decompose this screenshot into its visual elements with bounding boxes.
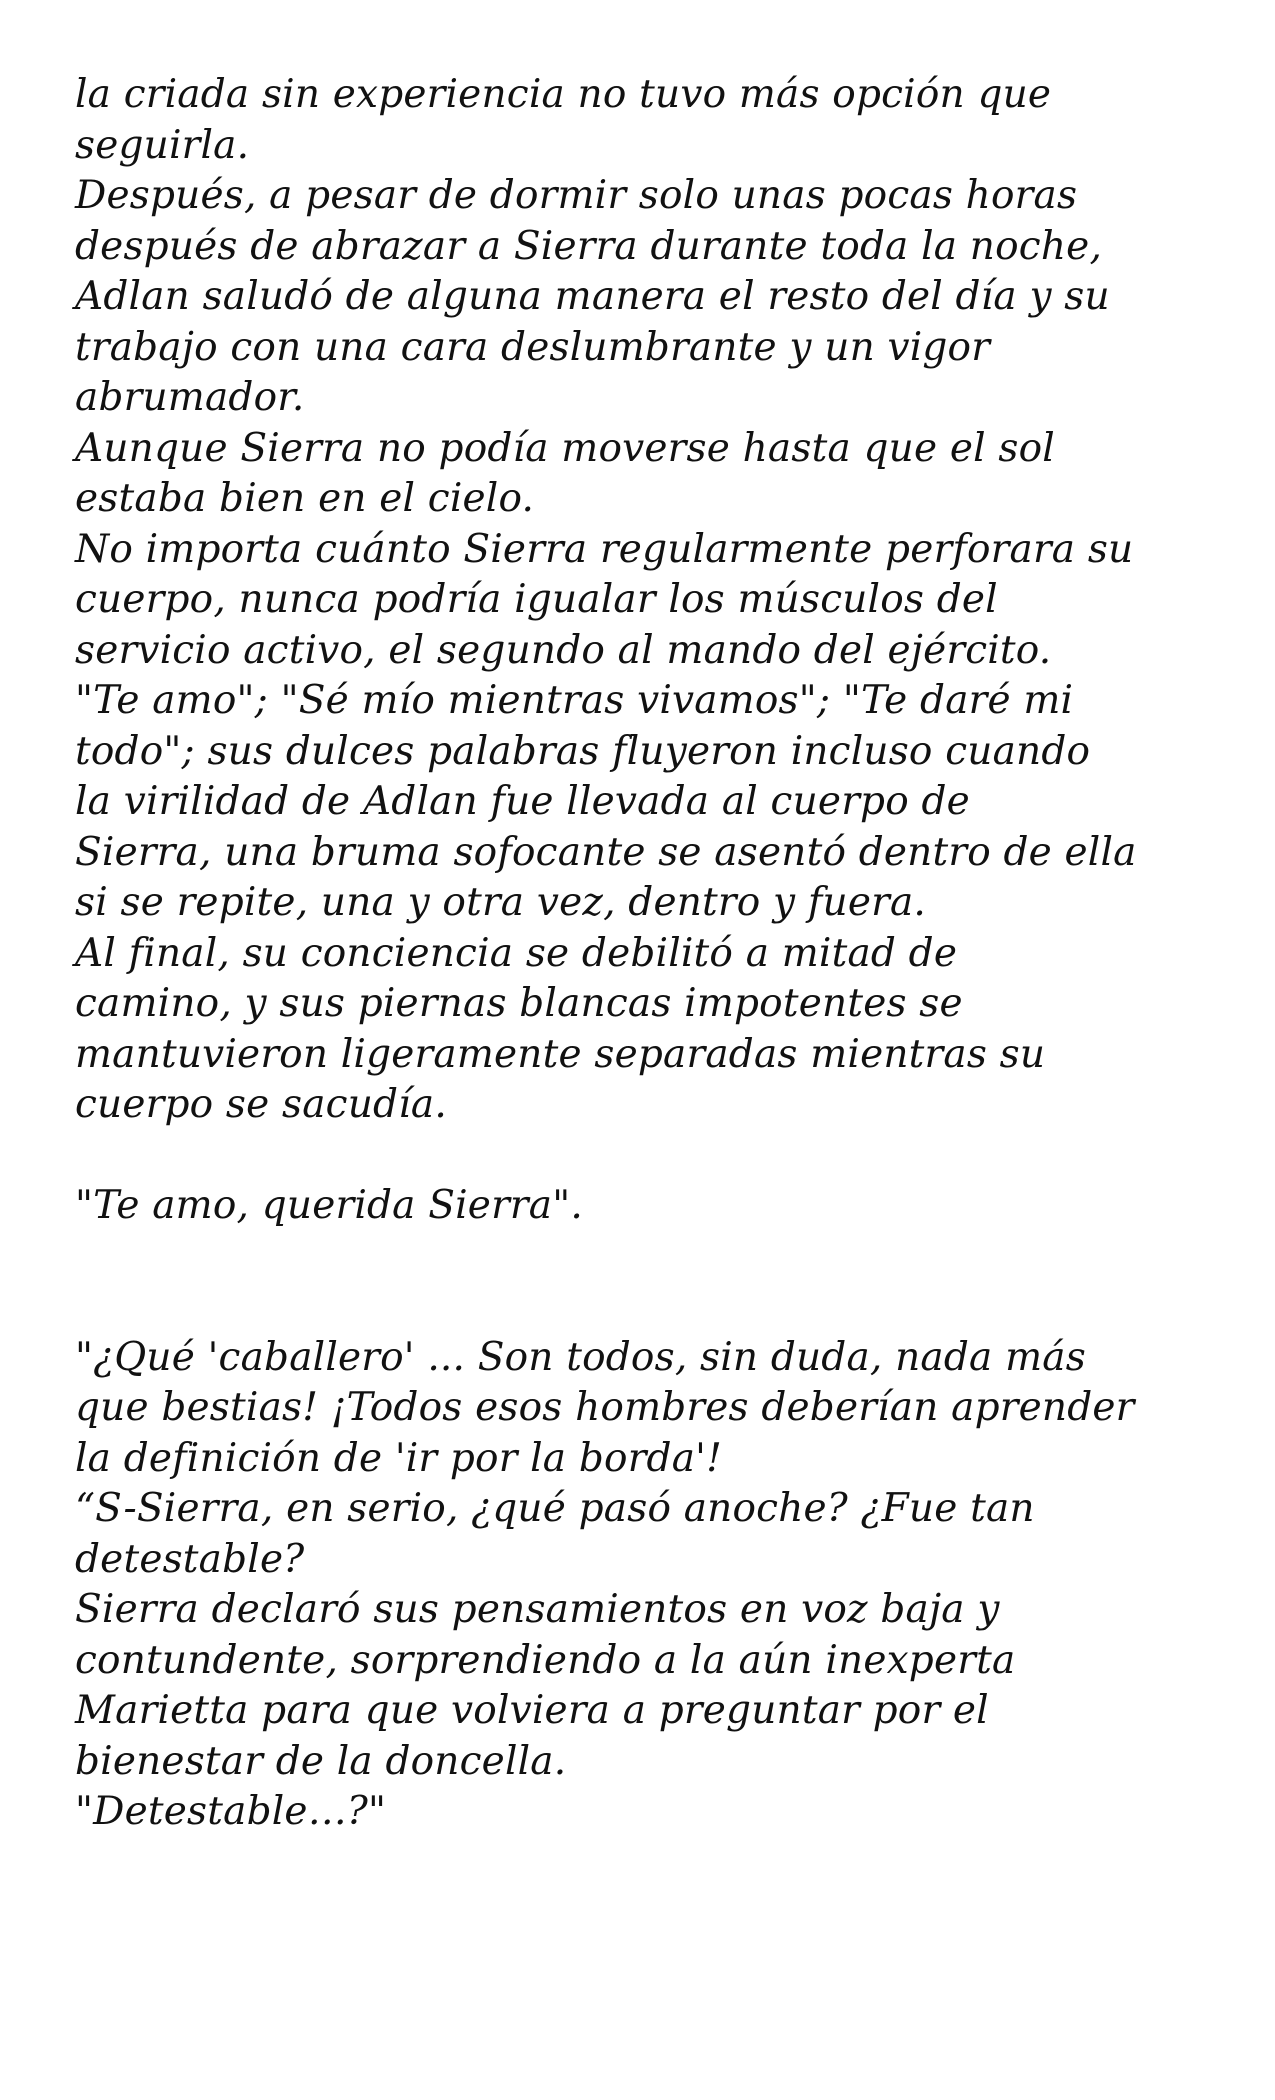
text-line: contundente, sorprendiendo a la aún inexperta xyxy=(75,1637,1016,1683)
paragraph-block-3 xyxy=(75,1333,1225,1838)
text-line: que bestias! ¡Todos esos hombres deberían aprender xyxy=(75,1385,1135,1430)
text-line: camino, y sus piernas blancas impotentes se xyxy=(75,981,963,1026)
text-line: Marietta para que volviera a preguntar por el xyxy=(75,1688,989,1733)
text-line: "¿Qué 'caballero' ... Son todos, sin duda, nada más xyxy=(75,1334,1086,1380)
text-line: “S-Sierra, en serio, ¿qué pasó anoche? ¿Fue tan xyxy=(75,1486,1035,1531)
paragraph-block-1 xyxy=(75,70,1225,1131)
text-line: cuerpo, nunca podría igualar los músculos del xyxy=(75,577,998,622)
text-line: "Te amo, querida Sierra". xyxy=(75,1183,583,1228)
text-line: estaba bien en el cielo. xyxy=(75,476,535,521)
paragraph-spacer xyxy=(75,1131,1225,1182)
text-line: Sierra declaró sus pensamientos en voz baja y xyxy=(75,1587,1000,1632)
section-spacer xyxy=(75,1232,1225,1333)
text-line: "Detestable…?" xyxy=(75,1789,387,1834)
text-line: la criada sin experiencia no tuvo más opción que xyxy=(75,72,1052,117)
text-line: todo"; sus dulces palabras fluyeron incluso cuando xyxy=(75,728,1091,774)
text-line: Al final, su conciencia se debilitó a mitad de xyxy=(75,930,958,976)
paragraph-block-2 xyxy=(75,1181,1225,1232)
text-line: cuerpo se sacudía. xyxy=(75,1082,447,1127)
text-line: Adlan saludó de alguna manera el resto del día y su xyxy=(75,274,1110,319)
text-line: abrumador. xyxy=(75,375,305,420)
text-line: mantuvieron ligeramente separadas mientras su xyxy=(75,1031,1046,1077)
text-line: después de abrazar a Sierra durante toda la noche, xyxy=(75,223,1103,269)
text-line: si se repite, una y otra vez, dentro y fuera. xyxy=(75,880,927,925)
text-line: No importa cuánto Sierra regularmente perforara su xyxy=(75,526,1134,572)
text-line: "Te amo"; "Sé mío mientras vivamos"; "Te daré mi xyxy=(75,678,1074,723)
document-page xyxy=(75,70,1225,1838)
text-line: Sierra, una bruma sofocante se asentó dentro de ella xyxy=(75,829,1137,875)
text-line: servicio activo, el segundo al mando del ejército. xyxy=(75,627,1052,673)
text-line: detestable? xyxy=(75,1536,305,1582)
text-line: la definición de 'ir por la borda'! xyxy=(75,1435,722,1481)
text-line: seguirla. xyxy=(75,122,250,168)
text-line: trabajo con una cara deslumbrante y un vigor xyxy=(75,324,991,370)
text-line: Después, a pesar de dormir solo unas pocas horas xyxy=(75,173,1078,218)
text-line: la virilidad de Adlan fue llevada al cuerpo de xyxy=(75,779,970,824)
text-line: Aunque Sierra no podía moverse hasta que el sol xyxy=(75,425,1055,471)
text-line: bienestar de la doncella. xyxy=(75,1738,567,1784)
